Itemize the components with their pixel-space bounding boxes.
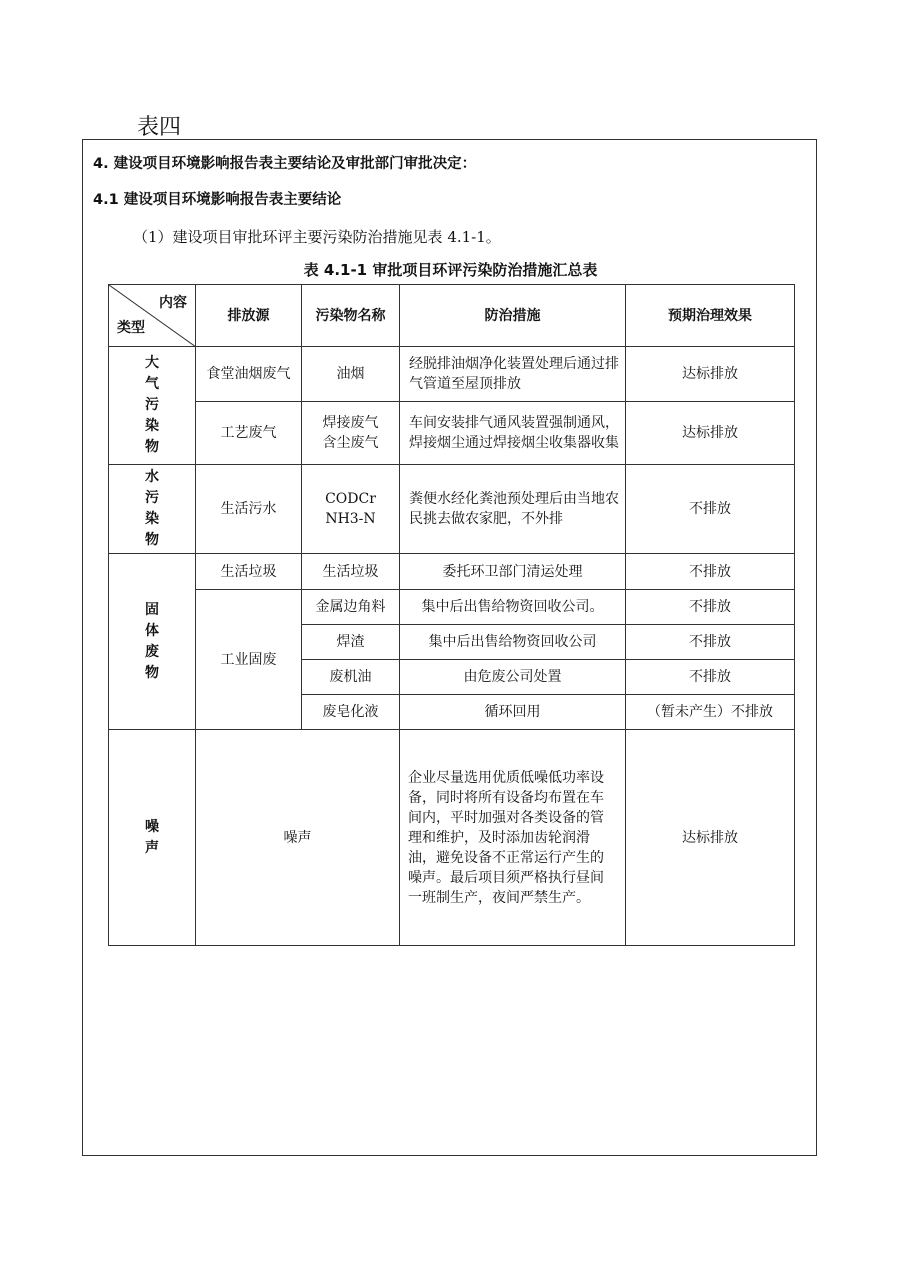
header-type: 类型 bbox=[117, 320, 145, 336]
source-cell-industrial: 工业固废 bbox=[196, 590, 302, 730]
header-content: 内容 bbox=[159, 295, 187, 311]
source-cell: 生活污水 bbox=[196, 465, 302, 554]
effect-cell: 不排放 bbox=[626, 465, 795, 554]
effect-cell: 不排放 bbox=[626, 625, 795, 660]
category-water: 水污染物 bbox=[109, 465, 196, 554]
table-row bbox=[109, 730, 795, 946]
diagonal-header-cell bbox=[109, 285, 196, 347]
effect-cell: 不排放 bbox=[626, 660, 795, 695]
measure-cell: 委托环卫部门清运处理 bbox=[400, 554, 626, 590]
table-caption: 表 4.1-1 审批项目环评污染防治措施汇总表 bbox=[303, 261, 598, 279]
effect-cell: 达标排放 bbox=[626, 402, 795, 465]
source-cell: 工艺废气 bbox=[196, 402, 302, 465]
pollutant-cell: 金属边角料 bbox=[302, 590, 400, 625]
header-pollutant: 污染物名称 bbox=[302, 285, 400, 347]
effect-cell: 不排放 bbox=[626, 554, 795, 590]
page-heading: 表四 bbox=[137, 115, 182, 140]
effect-cell: 达标排放 bbox=[626, 347, 795, 402]
pollutant-cell: 废皂化液 bbox=[302, 695, 400, 730]
category-noise: 噪声 bbox=[109, 730, 196, 946]
section-title: 4. 建设项目环境影响报告表主要结论及审批部门审批决定： bbox=[93, 156, 477, 172]
pollutant-cell: 焊接废气含尘废气 bbox=[302, 402, 400, 465]
pollutant-nh3n: NH3-N bbox=[325, 511, 376, 527]
measure-cell: 经脱排油烟净化装置处理后通过排气管道至屋顶排放 bbox=[400, 347, 626, 402]
category-air: 大气污染物 bbox=[109, 347, 196, 465]
header-effect: 预期治理效果 bbox=[626, 285, 795, 347]
pollutant-codcr: CODCr bbox=[325, 491, 376, 507]
measure-cell: 集中后出售给物资回收公司。 bbox=[400, 590, 626, 625]
pollutant-cell: 生活垃圾 bbox=[302, 554, 400, 590]
table-row bbox=[109, 590, 795, 625]
source-cell: 生活垃圾 bbox=[196, 554, 302, 590]
source-cell: 噪声 bbox=[196, 730, 400, 946]
measure-cell: 车间安装排气通风装置强制通风，焊接烟尘通过焊接烟尘收集器收集 bbox=[400, 402, 626, 465]
pollutant-cell: 废机油 bbox=[302, 660, 400, 695]
pollutant-cell: 油烟 bbox=[302, 347, 400, 402]
effect-cell: 不排放 bbox=[626, 590, 795, 625]
subsection-title: 4.1 建设项目环境影响报告表主要结论 bbox=[93, 192, 342, 208]
table-row bbox=[109, 347, 795, 402]
pollution-measures-table bbox=[108, 284, 795, 946]
header-source: 排放源 bbox=[196, 285, 302, 347]
measure-cell: 集中后出售给物资回收公司 bbox=[400, 625, 626, 660]
table-header-row bbox=[109, 285, 795, 347]
effect-cell: 达标排放 bbox=[626, 730, 795, 946]
header-measure: 防治措施 bbox=[400, 285, 626, 347]
measure-cell: 循环回用 bbox=[400, 695, 626, 730]
measure-cell: 粪便水经化粪池预处理后由当地农民挑去做农家肥，不外排 bbox=[400, 465, 626, 554]
intro-text: （1）建设项目审批环评主要污染防治措施见表 4.1-1。 bbox=[133, 228, 501, 246]
measure-cell: 由危废公司处置 bbox=[400, 660, 626, 695]
effect-cell: （暂未产生）不排放 bbox=[626, 695, 795, 730]
table-row bbox=[109, 402, 795, 465]
table-row bbox=[109, 465, 795, 554]
category-solid: 固体废物 bbox=[109, 554, 196, 730]
form-frame bbox=[82, 139, 817, 1156]
table-row bbox=[109, 554, 795, 590]
measure-cell: 企业尽量选用优质低噪低功率设备，同时将所有设备均布置在车间内，平时加强对各类设备的管理和维护，及时添加齿轮润滑油，避免设备不正常运行产生的噪声。最后项目须严格执行昼间一班制生产，夜间严禁生产。 bbox=[400, 730, 626, 946]
pollutant-cell: 焊渣 bbox=[302, 625, 400, 660]
source-cell: 食堂油烟废气 bbox=[196, 347, 302, 402]
pollutant-cell bbox=[302, 465, 400, 554]
